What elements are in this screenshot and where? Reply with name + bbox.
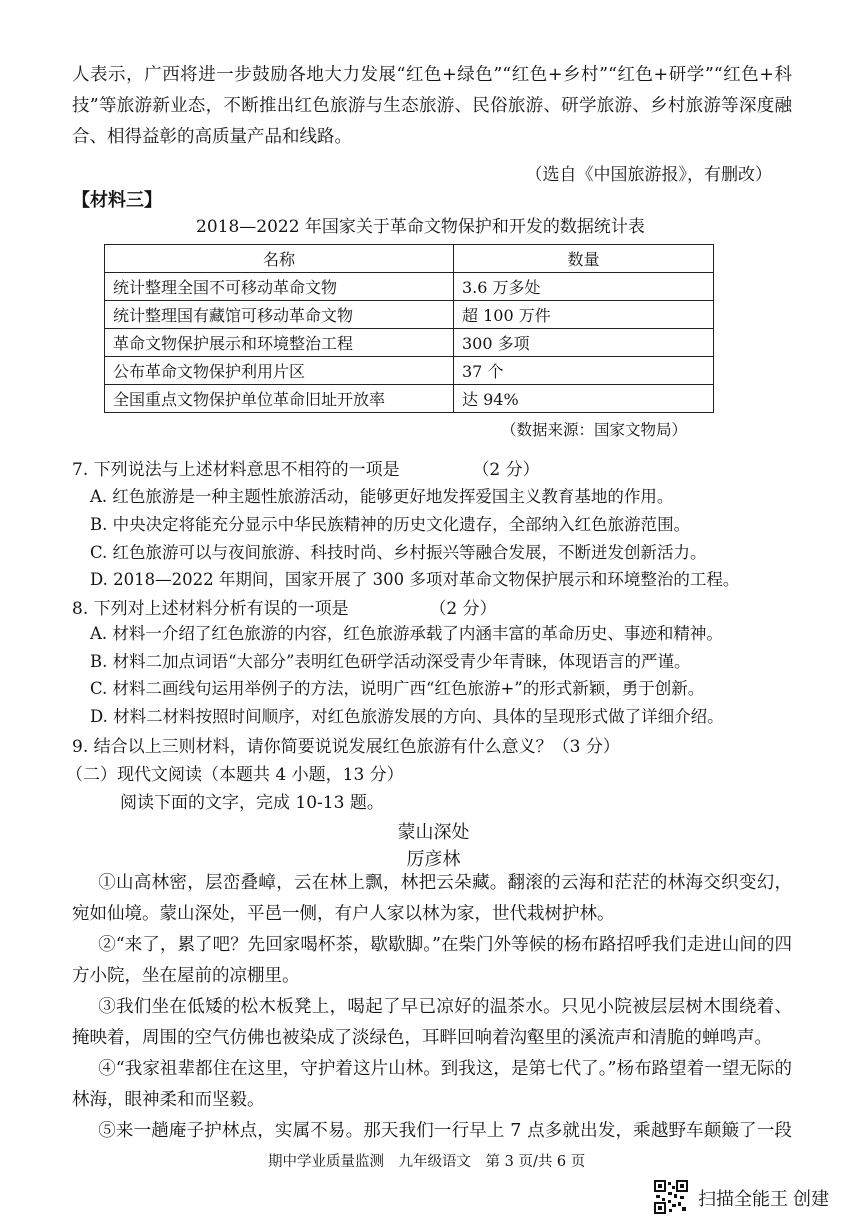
table-cell-name: 革命文物保护展示和环境整治工程: [105, 329, 454, 357]
page-footer: 期中学业质量监测 九年级语文 第 3 页/共 6 页: [268, 1154, 586, 1170]
table-cell-quantity: 3.6 万多处: [454, 273, 714, 301]
scanner-brand-label: 扫描全能王 创建: [698, 1189, 830, 1209]
table-row: [105, 329, 714, 357]
material2-source: （选自《中国旅游报》，有删改）: [525, 165, 772, 185]
table-row: [105, 273, 714, 301]
question-8-option-d: D. 材料二材料按照时间顺序，对红色旅游发展的方向、具体的呈现形式做了详细介绍。: [90, 707, 724, 726]
table-cell-name: 公布革命文物保护利用片区: [105, 357, 454, 385]
table-cell-quantity: 超 100 万件: [454, 301, 714, 329]
question-7-option-a: A. 红色旅游是一种主题性旅游活动，能够更好地发挥爱国主义教育基地的作用。: [90, 487, 674, 506]
passage-paragraph-4: ④“我家祖辈都住在这里，守护着这片山林。到我这，是第七代了。”杨布路望着一望无际的林海，眼神柔和而坚毅。: [72, 1059, 792, 1110]
table-row: [105, 357, 714, 385]
table-cell-quantity: 37 个: [454, 357, 714, 385]
question-8-points: （2 分）: [429, 599, 497, 619]
table-cell-quantity: 300 多项: [454, 329, 714, 357]
passage-paragraph-2: ②“来了，累了吧？先回家喝杯茶，歇歇脚。”在柴门外等候的杨布路招呼我们走进山间的四方小院，坐在屋前的凉棚里。: [72, 935, 792, 986]
passage-paragraph-3: ③我们坐在低矮的松木板凳上，喝起了早已凉好的温茶水。只见小院被层层树木围绕着、掩映着，周围的空气仿佛也被染成了淡绿色，耳畔回响着沟壑里的溪流声和清脆的蝉鸣声。: [72, 997, 792, 1048]
column-header-quantity: 数量: [454, 245, 714, 273]
qr-code-icon: [654, 1180, 688, 1214]
table-title: 2018—2022 年国家关于革命文物保护和开发的数据统计表: [196, 217, 645, 237]
question-8-option-b: B. 材料二加点词语“大部分”表明红色研学活动深受青少年青睐，体现语言的严谨。: [90, 652, 691, 671]
passage-author: 厉彦林: [406, 849, 461, 870]
passage-paragraph-5: ⑤来一趟庵子护林点，实属不易。那天我们一行早上 7 点多就出发，乘越野车颠簸了一段: [98, 1121, 792, 1141]
passage-paragraph-1: ①山高林密，层峦叠嶂，云在林上飘，林把云朵藏。翻滚的云海和茫茫的林海交织变幻，宛如仙境。蒙山深处，平邑一侧，有户人家以林为家，世代栽树护林。: [72, 873, 792, 924]
table-cell-name: 统计整理全国不可移动革命文物: [105, 273, 454, 301]
question-7-points: （2 分）: [472, 460, 540, 480]
material3-heading: 【材料三】: [72, 190, 162, 211]
column-header-name: 名称: [105, 245, 454, 273]
material2-paragraph: 人表示，广西将进一步鼓励各地大力发展“红色+绿色”“红色+乡村”“红色+研学”“红色+科技”等旅游新业态，不断推出红色旅游与生态旅游、民俗旅游、研学旅游、乡村旅游等深度融合、相得益彰的高质量产品和线路。: [72, 65, 792, 147]
table-cell-name: 全国重点文物保护单位革命旧址开放率: [105, 385, 454, 413]
question-7: [72, 455, 540, 480]
question-8-option-c: C. 材料二画线句运用举例子的方法，说明广西“红色旅游+”的形式新颖，勇于创新。: [90, 679, 705, 698]
table-row: [105, 385, 714, 413]
passage-title: 蒙山深处: [397, 822, 470, 843]
section2-heading: （二）现代文阅读（本题共 4 小题，13 分）: [66, 765, 404, 785]
question-9: 9. 结合以上三则材料，请你简要说说发展红色旅游有什么意义？（3 分）: [72, 737, 620, 757]
question-8-option-a: A. 材料一介绍了红色旅游的内容，红色旅游承载了内涵丰富的革命历史、事迹和精神。: [90, 624, 723, 643]
table-row: [105, 301, 714, 329]
table-cell-quantity: 达 94%: [454, 385, 714, 413]
section2-instruction: 阅读下面的文字，完成 10-13 题。: [120, 793, 384, 813]
question-8: [72, 594, 497, 619]
table-source: （数据来源：国家文物局）: [500, 421, 687, 439]
question-8-stem: 8. 下列对上述材料分析有误的一项是: [72, 599, 349, 619]
table-cell-name: 统计整理国有藏馆可移动革命文物: [105, 301, 454, 329]
table-header-row: [105, 245, 714, 273]
question-7-option-b: B. 中央决定将能充分显示中华民族精神的历史文化遗存，全部纳入红色旅游范围。: [90, 515, 691, 534]
question-7-option-c: C. 红色旅游可以与夜间旅游、科技时尚、乡村振兴等融合发展，不断迸发创新活力。: [90, 543, 707, 562]
question-7-stem: 7. 下列说法与上述材料意思不相符的一项是: [72, 460, 400, 480]
question-7-option-d: D. 2018—2022 年期间，国家开展了 300 多项对革命文物保护展示和环境整治的工程。: [90, 570, 740, 589]
data-table: [104, 244, 714, 413]
